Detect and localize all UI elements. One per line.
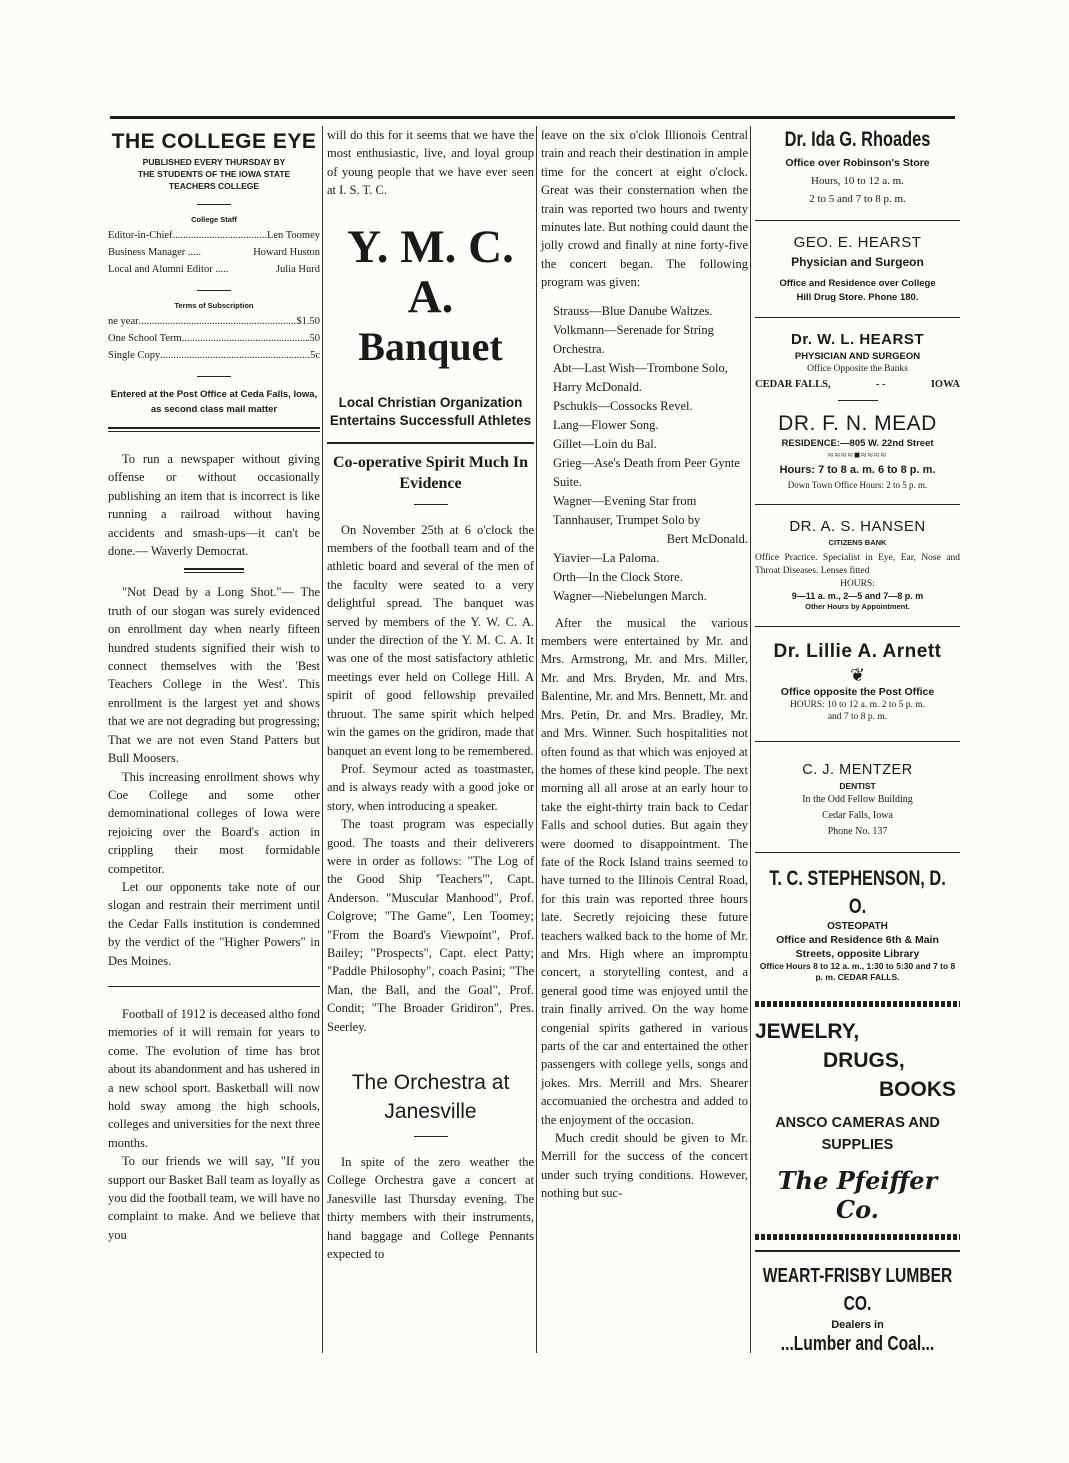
ornamental-border [755,1234,960,1240]
ad-line: Dealers in [831,1319,884,1331]
ad-line: HOURS: [840,579,875,589]
divider [755,1250,960,1252]
program-item: Wagner—Niebelungen March. [553,588,707,603]
article-title: Banquet [358,323,503,369]
ad-line: Hill Drug Store. Phone 180. [796,292,919,303]
paragraph: This increasing enrollment shows why Coe College and some other demominational colleges of Iowa were rejoicing over the Board's action in crippling their most formidable competitor. [108,769,320,876]
staff-heading: College Staff [191,215,237,224]
ad-mead [755,411,960,492]
staff-line [108,227,320,244]
program-item: Bert McDonald. [666,531,748,546]
terms-value: $1.50 [296,316,320,327]
paragraph: "Not Dead by a Long Shot."— The truth of our slogan was surely evidenced on enrollment day when nearly fifteen hundred students signified their wish to connect themselves with the 'Best Teachers College in the West'. This enrollment is the largest yet and shows that we are not degrading but progressing; That we are not even Stand Patters but Bull Moosers. [108,585,320,766]
article-title: The Orchestra at [351,1071,510,1094]
ad-line: JEWELRY, [755,1020,860,1043]
masthead-line-1: PUBLISHED EVERY THURSDAY BY [142,157,286,167]
divider [755,852,960,853]
ad-line: Cedar Falls, Iowa [822,810,893,821]
ad-geo-hearst [755,233,960,305]
ad-line: Hours, 10 to 12 a. m. [811,175,904,187]
terms-line [108,347,320,364]
program-item: Yiavier—La Paloma. [553,550,660,565]
program-item: Gillet—Loin du Bal. [553,436,657,451]
ad-line: Office Opposite the Banks [807,364,908,374]
ad-line: Hours: 7 to 8 a. m. 6 to 8 p. m. [779,464,936,476]
ad-line: Office Hours 8 to 12 a. m., 1:30 to 5:30 and 7 to 8 p. m. CEDAR FALLS. [759,961,956,982]
entered-notice: Entered at the Post Office at Ceda Falls, Iowa, as second class mail matter [110,389,318,415]
ad-name: GEO. E. HEARST [793,234,922,251]
divider [184,568,244,573]
article-subhead: Local Christian Organization Entertains Successfull Athletes [329,394,532,428]
program-item: Volkmann—Serenade for String Orchestra. [553,322,714,356]
ad-name: WEART-FRISBY LUMBER CO. [762,1265,953,1315]
article-subhead: Co-operative Spirit Much In Evidence [332,453,529,492]
paragraph: Football of 1912 is deceased altho fond memories of it will remain for years to come. The evolution of time has brot about its abandonment and has ushered in a new school sport. Basketball will now hold sway among the high schools, colleges and universities for the next three months. [108,1006,320,1150]
masthead-line-2: THE STUDENTS OF THE IOWA STATE [137,169,291,179]
divider [414,1136,448,1137]
staff-line [108,244,320,261]
ad-line: ANSCO CAMERAS AND [775,1115,940,1131]
program-item: Pschukls—Cossocks Revel. [553,398,693,413]
column-3 [536,126,748,1353]
ornament-icon: ≈≈≈≈■≈≈≈≈ [828,450,887,461]
ad-dash: - - [875,379,886,390]
ad-state: IOWA [930,379,960,390]
paragraph: On November 25th at 6 o'clock the members of the football team and of the athletic board and several of the men of the faculty were seated to a very delightful spread. The banquet was served by members of the Y. W. C. A. under the direction of the Y. M. C. A. It was one of the most satisfactory athletic meetings ever held on College Hill. A spirit of good fellowship prevailed thruout. The same spirit which helped win the games on the gridiron, made that banquet an event long to be remembered. [327,522,534,758]
ad-line: 2 to 5 and 7 to 8 p. m. [809,193,906,205]
ad-arnett [755,639,960,723]
column-1 [108,126,320,1353]
ad-line: BOOKS [878,1078,956,1101]
program-item: Orth—In the Clock Store. [553,569,683,584]
ad-line: SUPPLIES [821,1137,894,1153]
paragraph: Prof. Seymour acted as toastmaster, and is always ready with a good joke or story, when introducing a speaker. [327,761,534,813]
double-rule [108,427,320,432]
divider [755,626,960,627]
program-item: Wagner—Evening Star from Tannhauser, Trumpet Solo by [553,493,701,527]
ad-line: ...Lumber and Coal... [780,1333,935,1353]
ad-wl-hearst [755,330,960,394]
terms-label: ne year [108,316,139,327]
ad-mentzer [755,760,960,840]
ad-line: Other Hours by Appointment. [805,602,910,611]
ad-address-line [755,376,960,394]
staff-label: Local and Alumni Editor ..... [108,264,229,275]
ad-line: DENTIST [839,781,876,791]
ad-rhoades [755,126,960,208]
terms-value: .50 [306,333,320,344]
article-title: Y. M. C. A. [347,220,514,323]
ad-line: Office and Residence 6th & Main [776,934,939,946]
ad-name: Dr. Lillie A. Arnett [773,641,942,662]
ad-pfeiffer [755,1017,960,1224]
paragraph: Much credit should be given to Mr. Merrill for the success of the concert under such trying conditions. However, nothing but suc- [541,1131,748,1201]
terms-label: One School Term [108,333,182,344]
staff-value: Howard Huston [253,247,320,258]
ad-line: RESIDENCE:—805 W. 22nd Street [781,438,934,449]
article-title: Janesville [384,1100,477,1123]
divider [755,220,960,221]
terms-value: .5c [307,350,320,361]
ad-line: CITIZENS BANK [828,538,887,547]
masthead-title: THE COLLEGE EYE [111,130,317,153]
program-item: Strauss—Blue Danube Waltzes. [553,303,713,318]
paragraph: To our friends we will say, "If you support our Basket Ball team as loyally as you did the football team, we will have no complaint to make. And we believe that you [108,1154,320,1242]
ornament-icon: ❦ [849,665,866,685]
paragraph: After the musical the various members were entertained by Mr. and Mrs. Armstrong, Mr. and Mrs. Miller, Mr. and Mrs. Bryden, Mr. and Mrs. Balentine, Mr. and Mrs. Bennett, Mr. and Mrs. Petin, Dr. and Mrs. Bradley, Mr. and Mrs. Winner. Such hospitalities not often found as that which was enjoyed at the homes of these kind people. The next morning all all arose at an early hour to take the eight-thirty train back to Cedar Falls and school duties. But again they were doomed to disappointment. The fate of the Rock Island trains seemed to have turned to the Illinois Central Road, for this train was reported three hours late. Secretly rejoicing these future teachers walked back to the home of Mr. and Mrs. High where an impromptu concert, a storytelling contest, and a general good time was enjoyed until the train finally arrived. On the way home congenial spirits gathered in various parts of the car and entertained the other passengers with college yells, songs and jokes. Mrs. Merrill and Mrs. Shearer accomuanied the orchestra and added to the enjoyment of the occasion. [541,615,748,1127]
ad-city: CEDAR FALLS, [755,379,831,390]
ads-column [750,126,960,1353]
divider [197,376,231,377]
divider [197,290,231,291]
ad-line: Phone No. 137 [827,826,888,837]
paragraph: To run a newspaper without giving offense or without occasionally publishing an item that is incorrect is like running a railroad without having accidents and smash-ups—it can't be done.— Waverly Democrat. [108,452,320,559]
ad-line: Office Practice. Specialist in Eye, Ear, Nose and Throat Diseases. Lenses fitted [755,553,960,576]
top-rule [110,116,955,119]
column-2 [322,126,534,1353]
ad-line: Office and Residence over College [779,278,936,289]
ad-line: Office over Robinson's Store [785,157,930,169]
staff-value: Julia Hurd [275,264,320,275]
terms-heading: Terms of Subscription [174,301,254,310]
ad-name: Dr. W. L. HEARST [790,331,924,348]
staff-line [108,261,320,278]
ornamental-border [755,1001,960,1007]
divider [755,504,960,505]
ad-line: In the Odd Fellow Building [802,794,913,805]
staff-value: Len Toomey [266,230,320,241]
ad-weart-frisby [755,1262,960,1353]
paragraph: leave on the six o'clok Illionois Central train and reach their destination in ample time for the concert at eight o'clock. Great was their consternation when the train was reported two hours and twenty minutes late. But nothing could daunt the jolly crowd and finally at nine forty-five the concert began. The following program was given: [541,128,748,290]
ad-name: Dr. Ida G. Rhoades [784,128,931,151]
ad-stephenson [755,865,960,983]
divider [838,400,878,401]
terms-label: Single Copy [108,350,161,361]
divider [327,442,534,444]
divider [108,986,320,987]
terms-line [108,330,320,347]
divider [414,504,448,505]
staff-label: Business Manager ..... [108,247,202,258]
paragraph: The toast program was especially good. The toasts and their deliverers were in order as follows: "The Log of the Good Ship 'Teachers'", Capt. Anderson. "Muscular Manhood", Prof. Colgrove; "The Game", Len Toomey; "From the Board's Viewpoint", Prof. Bailey; "Prospects", Capt. elect Patty; "Paddle Philosophy", coach Pasini; "The Man, the Ball, and the Goal", Prof. Condit; "The Broader Gridiron", Pres. Seerley. [327,817,534,1034]
ad-line: DRUGS, [823,1049,905,1072]
ad-line: Down Town Office Hours: 2 to 5 p. m. [787,480,928,490]
ad-name: C. J. MENTZER [802,762,913,778]
ad-name: DR. A. S. HANSEN [789,518,926,535]
ad-line: and 7 to 8 p. m. [827,712,888,722]
paragraph: In spite of the zero weather the College Orchestra gave a concert at Janesville last Thursday evening. The thirty members with their instruments, hand baggage and College Pennants expected to [327,1155,534,1262]
ad-line: Physician and Surgeon [791,255,924,269]
ad-name: DR. F. N. MEAD [778,412,937,435]
ad-line: 9—11 a. m., 2—5 and 7—8 p. m [791,591,924,601]
divider [197,204,231,205]
terms-line [108,313,320,330]
ad-line: OSTEOPATH [827,921,888,932]
program-item: Lang—Flower Song. [553,417,659,432]
ad-hansen [755,517,960,612]
ad-line: PHYSICIAN AND SURGEON [794,351,921,362]
masthead-line-3: TEACHERS COLLEGE [168,181,260,191]
paragraph: Let our opponents take note of our slogan and restrain their merriment until the Cedar Falls institution is condemned by the verdict of the "Higher Powers" in Des Moines. [108,879,320,968]
ad-line: Streets, opposite Library [795,948,920,960]
ad-name: T. C. STEPHENSON, D. O. [769,867,946,918]
ad-line: HOURS: 10 to 12 a. m. 2 to 5 p. m. [789,700,926,710]
staff-label: Editor-in-Chief [108,230,173,241]
program-item: Grieg—Ase's Death from Peer Gynte Suite. [553,455,740,489]
divider [755,317,960,318]
paragraph: will do this for it seems that we have the most enthusiastic, live, and loyal group of young people that we have ever seen at I. S. T. C. [327,128,534,198]
ad-name: The Pfeiffer Co. [777,1166,938,1224]
ad-line: Office opposite the Post Office [780,686,935,698]
program-item: Abt—Last Wish—Trombone Solo, Harry McDonald. [553,360,728,394]
divider [755,741,960,742]
